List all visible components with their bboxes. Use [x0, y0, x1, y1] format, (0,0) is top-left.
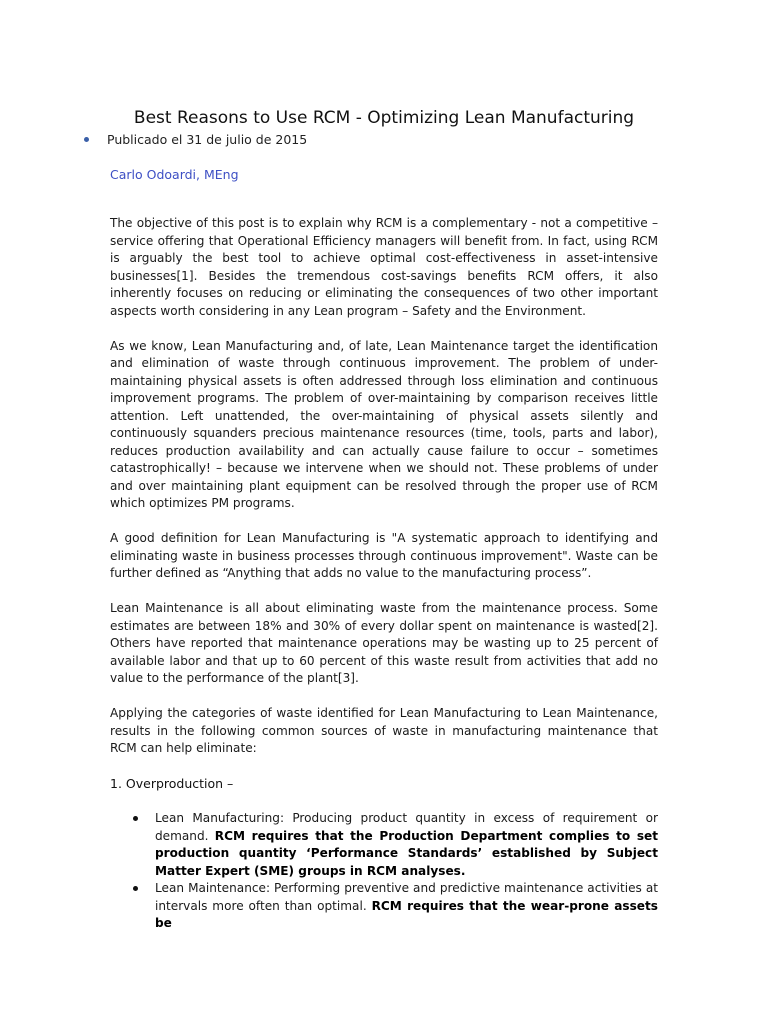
list-item-text: Lean Maintenance: Performing preventive and predictive maintenance activities at intervals more often than optimal. [155, 881, 658, 913]
article-body [110, 215, 658, 933]
paragraph: As we know, Lean Manufacturing and, of late, Lean Maintenance target the identification and elimination of waste through continuous improvement. The problem of under-maintaining physical assets is often addressed through loss elimination and continuous improvement programs. The problem of over-maintaining by comparison receives little attention. Left unattended, the over-maintaining of physical assets silently and continuously squanders precious maintenance resources (time, tools, parts and labor), reduces production availability and can actually cause failure to occur – sometimes catastrophically! – because we intervene when we should not. These problems of under and over maintaining plant equipment can be resolved through the proper use of RCM which optimizes PM programs. [110, 338, 658, 510]
paragraph: The objective of this post is to explain why RCM is a complementary - not a competitive – service offering that Operational Efficiency managers will benefit from. In fact, using RCM is arguably the best tool to achieve optimal cost-effectiveness in asset-intensive businesses[1]. Besides the tremendous cost-savings benefits RCM offers, it also inherently focuses on reducing or eliminating the consequences of two other important aspects worth considering in any Lean program – Safety and the Environment. [110, 216, 658, 318]
bullet-list [110, 810, 658, 933]
bullet-icon [133, 886, 138, 891]
list-item [110, 880, 658, 933]
publication-date [84, 131, 307, 149]
paragraph: A good definition for Lean Manufacturing is "A systematic approach to identifying and eliminating waste in business processes through continuous improvement". Waste can be further defined as “Anything that adds no value to the manufacturing process”. [110, 531, 658, 580]
author-link[interactable]: Carlo Odoardi, MEng [110, 167, 239, 182]
publication-date-text: Publicado el 31 de julio de 2015 [107, 132, 308, 147]
list-item-bold-text: RCM requires that the wear-prone assets be [155, 898, 658, 930]
document-title: Best Reasons to Use RCM - Optimizing Lean Manufacturing [133, 108, 635, 128]
bullet-icon [84, 137, 89, 142]
paragraph: Applying the categories of waste identified for Lean Manufacturing to Lean Maintenance, results in the following common sources of waste in manufacturing maintenance that RCM can help eliminate: [110, 706, 658, 755]
paragraph: Lean Maintenance is all about eliminating waste from the maintenance process. Some estimates are between 18% and 30% of every dollar spent on maintenance is wasted[2]. Others have reported that maintenance operations may be wasting up to 25 percent of available labor and that up to 60 percent of this waste result from activities that add no value to the performance of the plant[3]. [110, 601, 658, 685]
section-heading: 1. Overproduction – [110, 776, 234, 791]
list-item-text: Lean Manufacturing: Producing product quantity in excess of requirement or demand. [155, 811, 658, 843]
bullet-icon [133, 816, 138, 821]
list-item-bold-text: RCM requires that the Production Department complies to set production quantity ‘Performance Standards’ established by Subject Matter Expert (SME) groups in RCM analyses. [155, 828, 659, 878]
list-item [110, 810, 658, 880]
